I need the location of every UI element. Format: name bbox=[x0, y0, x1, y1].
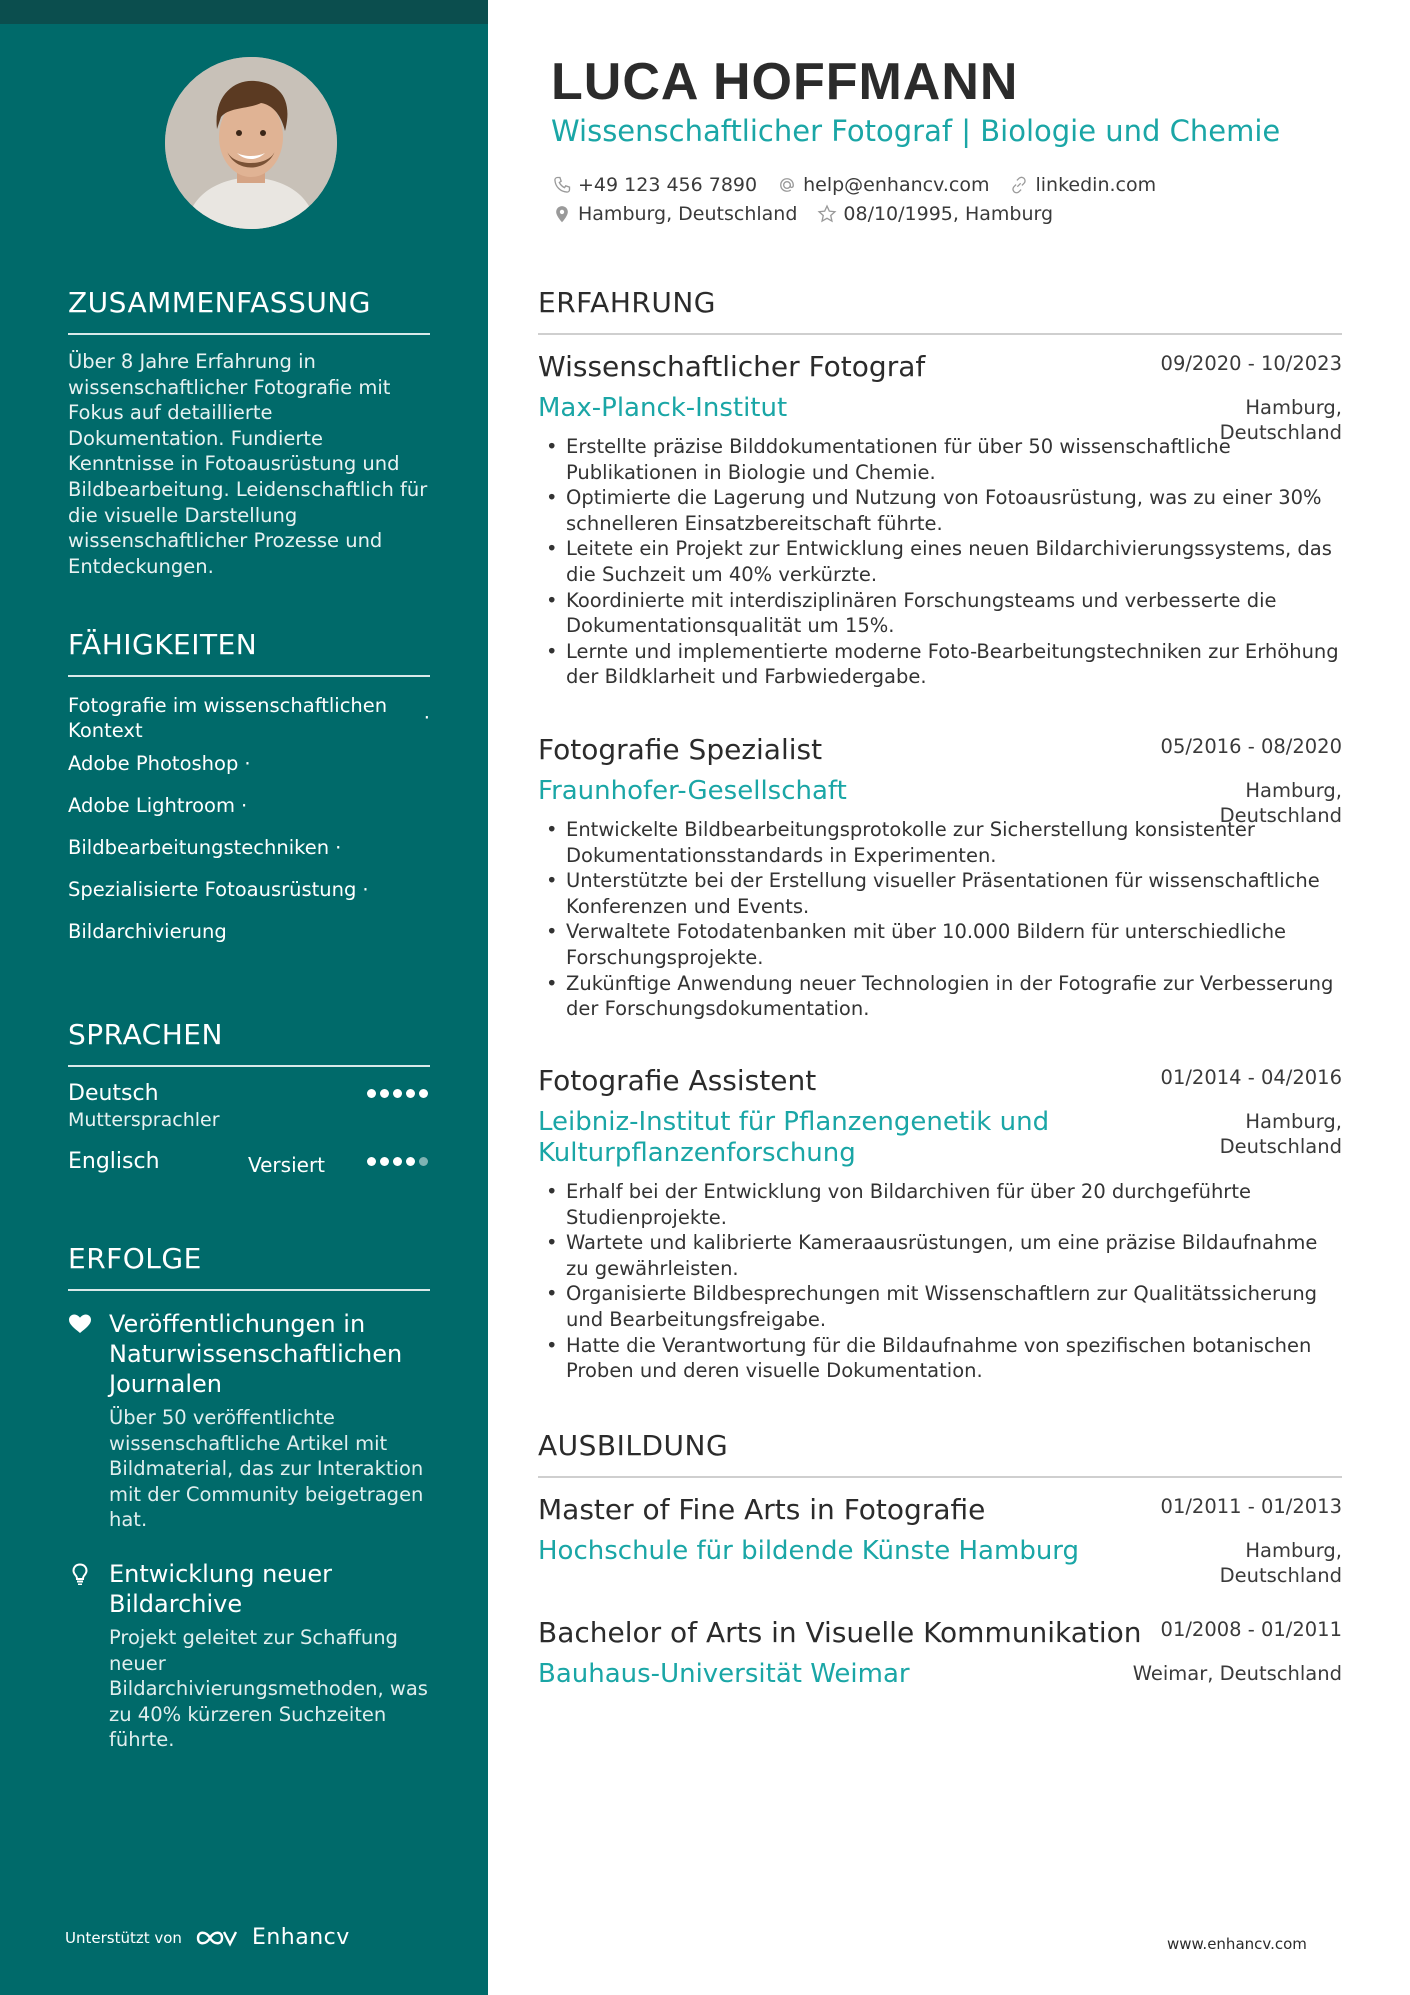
phone-icon bbox=[552, 175, 572, 195]
degree-title: Master of Fine Arts in Fotografie bbox=[538, 1493, 986, 1526]
skill-item bbox=[68, 793, 430, 818]
school-name[interactable]: Hochschule für bildende Künste Hamburg bbox=[538, 1536, 1080, 1566]
skill-item bbox=[68, 693, 430, 742]
rating-dot bbox=[380, 1089, 389, 1098]
job-company[interactable]: Leibniz-Institut für Pflanzengenetik und Kulturpflanzenforschung bbox=[538, 1107, 1050, 1168]
education-location: Hamburg, Deutschland bbox=[1219, 1539, 1342, 1587]
skill-separator: · bbox=[423, 706, 430, 729]
phone-contact[interactable] bbox=[552, 174, 757, 196]
rating-dot bbox=[393, 1089, 402, 1098]
experience-item bbox=[538, 733, 1342, 1022]
job-title: Fotografie Spezialist bbox=[538, 733, 823, 766]
bullet-item: • Optimierte die Lagerung und Nutzung von Fotoausrüstung, was zu einer 30% schnelleren Einsatzbereitschaft führte. bbox=[538, 485, 1342, 536]
link-icon bbox=[1009, 175, 1029, 195]
rating-dot bbox=[419, 1157, 428, 1166]
job-location: Hamburg, Deutschland bbox=[1219, 396, 1342, 444]
job-title: Wissenschaftlicher Fotograf bbox=[538, 350, 926, 383]
skill-label: Spezialisierte Fotoausrüstung bbox=[68, 878, 357, 901]
achievement-description: Projekt geleitet zur Schaffung neuer Bildarchivierungsmethoden, was zu 40% kürzeren Suchzeiten führte. bbox=[109, 1625, 428, 1752]
achievement-description: Über 50 veröffentlichte wissenschaftliche Artikel mit Bildmaterial, das zur Interaktion mit der Community beigetragen hat. bbox=[109, 1406, 424, 1532]
education-location: Weimar, Deutschland bbox=[1132, 1662, 1342, 1685]
avatar bbox=[165, 57, 337, 229]
avatar-photo-icon bbox=[165, 57, 337, 229]
education-item bbox=[538, 1616, 1342, 1690]
link-contact[interactable] bbox=[1009, 174, 1156, 196]
rating-dot bbox=[406, 1157, 415, 1166]
job-location: Hamburg, Deutschland bbox=[1219, 779, 1342, 827]
language-rating bbox=[367, 1157, 428, 1166]
bullet-item: • Wartete und kalibrierte Kameraausrüstungen, um eine präzise Bildaufnahme zu gewährleisten. bbox=[538, 1230, 1342, 1281]
email-contact[interactable] bbox=[777, 174, 989, 196]
skill-label: Bildarchivierung bbox=[68, 920, 227, 943]
rating-dot bbox=[406, 1089, 415, 1098]
bullet-item: • Verwaltete Fotodatenbanken mit über 10.000 Bildern für unterschiedliche Forschungsprojekte. bbox=[538, 919, 1342, 970]
achievement-title: Entwicklung neuer Bildarchive bbox=[109, 1559, 332, 1618]
bullet-item: • Erstellte präzise Bilddokumentationen für über 50 wissenschaftliche Publikationen in Biologie und Chemie. bbox=[538, 434, 1342, 485]
at-icon bbox=[777, 175, 797, 195]
headline: Wissenschaftlicher Fotograf | Biologie und Chemie bbox=[551, 114, 1281, 148]
sidebar-top-bar bbox=[0, 0, 488, 24]
skill-label: Adobe Lightroom bbox=[68, 794, 235, 817]
enhancv-logo-icon bbox=[194, 1926, 240, 1950]
job-date: 05/2016 - 08/2020 bbox=[1160, 735, 1342, 758]
languages-section bbox=[68, 1018, 430, 1189]
degree-title: Bachelor of Arts in Visuelle Kommunikation bbox=[538, 1616, 1142, 1649]
birth-contact bbox=[817, 203, 1053, 225]
email-text: help@enhancv.com bbox=[803, 173, 990, 196]
languages-title: SPRACHEN bbox=[68, 1018, 430, 1067]
rating-dot bbox=[367, 1157, 376, 1166]
language-level: Muttersprachler bbox=[68, 1109, 220, 1131]
language-item bbox=[68, 1149, 430, 1189]
language-level: Versiert bbox=[248, 1153, 326, 1177]
skill-separator: · bbox=[244, 752, 251, 775]
job-bullets bbox=[538, 817, 1342, 1022]
school-name[interactable]: Bauhaus-Universität Weimar bbox=[538, 1659, 910, 1689]
location-contact bbox=[552, 203, 797, 225]
skill-separator: · bbox=[362, 878, 369, 901]
job-company[interactable]: Fraunhofer-Gesellschaft bbox=[538, 776, 847, 806]
education-date: 01/2011 - 01/2013 bbox=[1160, 1495, 1342, 1518]
bullet-item: • Koordinierte mit interdisziplinären Forschungsteams und verbesserte die Dokumentationsqualität um 15%. bbox=[538, 588, 1342, 639]
education-date: 01/2008 - 01/2011 bbox=[1160, 1618, 1342, 1641]
achievement-item bbox=[68, 1559, 430, 1753]
experience-title: ERFAHRUNG bbox=[538, 286, 1342, 335]
lightbulb-icon bbox=[68, 1562, 92, 1586]
bullet-item: • Leitete ein Projekt zur Entwicklung eines neuen Bildarchivierungssystems, das die Suchzeit um 40% verkürzte. bbox=[538, 536, 1342, 587]
achievements-title: ERFOLGE bbox=[68, 1242, 430, 1291]
achievement-item bbox=[68, 1309, 430, 1533]
education-title: AUSBILDUNG bbox=[538, 1429, 1342, 1478]
bullet-item: • Hatte die Verantwortung für die Bildaufnahme von spezifischen botanischen Proben und deren visuelle Dokumentation. bbox=[538, 1333, 1342, 1384]
powered-by bbox=[65, 1925, 350, 1950]
rating-dot bbox=[419, 1089, 428, 1098]
location-pin-icon bbox=[552, 204, 572, 224]
website-footer[interactable]: www.enhancv.com bbox=[1167, 1935, 1307, 1953]
skill-item bbox=[68, 835, 430, 860]
bullet-item: • Entwickelte Bildbearbeitungsprotokolle zur Sicherstellung konsistenter Dokumentationsstandards in Experimenten. bbox=[538, 817, 1342, 868]
skill-label: Fotografie im wissenschaftlichen Kontext bbox=[68, 694, 388, 742]
achievements-section bbox=[68, 1242, 430, 1753]
job-company[interactable]: Max-Planck-Institut bbox=[538, 393, 788, 423]
rating-dot bbox=[367, 1089, 376, 1098]
language-name: Deutsch bbox=[68, 1081, 159, 1106]
job-date: 09/2020 - 10/2023 bbox=[1160, 352, 1342, 375]
skill-label: Adobe Photoshop bbox=[68, 752, 239, 775]
summary-text: Über 8 Jahre Erfahrung in wissenschaftlicher Fotografie mit Fokus auf detaillierte Dokumentation. Fundierte Kenntnisse in Fotoausrüstung und Bildbearbeitung. Leidenschaftlich für die visuelle Darstellung wissenschaftlicher Prozesse und Entdeckungen. bbox=[68, 350, 428, 578]
bullet-item: • Erhalf bei der Entwicklung von Bildarchiven für über 20 durchgeführte Studienprojekte. bbox=[538, 1179, 1342, 1230]
job-bullets bbox=[538, 1179, 1342, 1384]
skill-item bbox=[68, 877, 430, 902]
bullet-item: • Unterstützte bei der Erstellung visueller Präsentationen für wissenschaftliche Konferenzen und Events. bbox=[538, 868, 1342, 919]
rating-dot bbox=[380, 1157, 389, 1166]
language-name: Englisch bbox=[68, 1149, 160, 1174]
experience-item bbox=[538, 350, 1342, 690]
job-location: Hamburg, Deutschland bbox=[1219, 1110, 1342, 1158]
phone-text: +49 123 456 7890 bbox=[578, 173, 758, 196]
education-item bbox=[538, 1493, 1342, 1587]
location-text: Hamburg, Deutschland bbox=[578, 202, 798, 225]
summary-section bbox=[68, 286, 430, 579]
bullet-item: • Lernte und implementierte moderne Foto-Bearbeitungstechniken zur Erhöhung der Bildklarheit und Farbwiedergabe. bbox=[538, 639, 1342, 690]
contact-info bbox=[552, 170, 1176, 228]
language-item bbox=[68, 1081, 430, 1137]
sidebar bbox=[0, 0, 488, 1995]
skill-separator: · bbox=[241, 794, 248, 817]
summary-title: ZUSAMMENFASSUNG bbox=[68, 286, 430, 335]
experience-item bbox=[538, 1064, 1342, 1384]
bullet-item: • Zukünftige Anwendung neuer Technologien in der Fotografie zur Verbesserung der Forschungsdokumentation. bbox=[538, 971, 1342, 1022]
job-title: Fotografie Assistent bbox=[538, 1064, 817, 1097]
skills-section bbox=[68, 628, 430, 944]
achievement-title: Veröffentlichungen in Naturwissenschaftlichen Journalen bbox=[109, 1310, 403, 1398]
job-date: 01/2014 - 04/2016 bbox=[1160, 1066, 1342, 1089]
powered-by-label: Unterstützt von bbox=[65, 1928, 182, 1947]
skill-item bbox=[68, 751, 430, 776]
link-text: linkedin.com bbox=[1035, 173, 1157, 196]
skill-separator: · bbox=[335, 836, 342, 859]
brand-name: Enhancv bbox=[251, 1925, 350, 1950]
language-rating bbox=[367, 1089, 428, 1098]
job-bullets bbox=[538, 434, 1342, 690]
candidate-name: LUCA HOFFMANN bbox=[551, 53, 1019, 111]
birth-text: 08/10/1995, Hamburg bbox=[843, 202, 1054, 225]
skill-label: Bildbearbeitungstechniken bbox=[68, 836, 330, 859]
star-icon bbox=[817, 204, 837, 224]
skills-title: FÄHIGKEITEN bbox=[68, 628, 430, 677]
heart-icon bbox=[68, 1312, 92, 1336]
rating-dot bbox=[393, 1157, 402, 1166]
bullet-item: • Organisierte Bildbesprechungen mit Wissenschaftlern zur Qualitätssicherung und Bearbeitungsfreigabe. bbox=[538, 1281, 1342, 1332]
skill-item bbox=[68, 919, 430, 944]
